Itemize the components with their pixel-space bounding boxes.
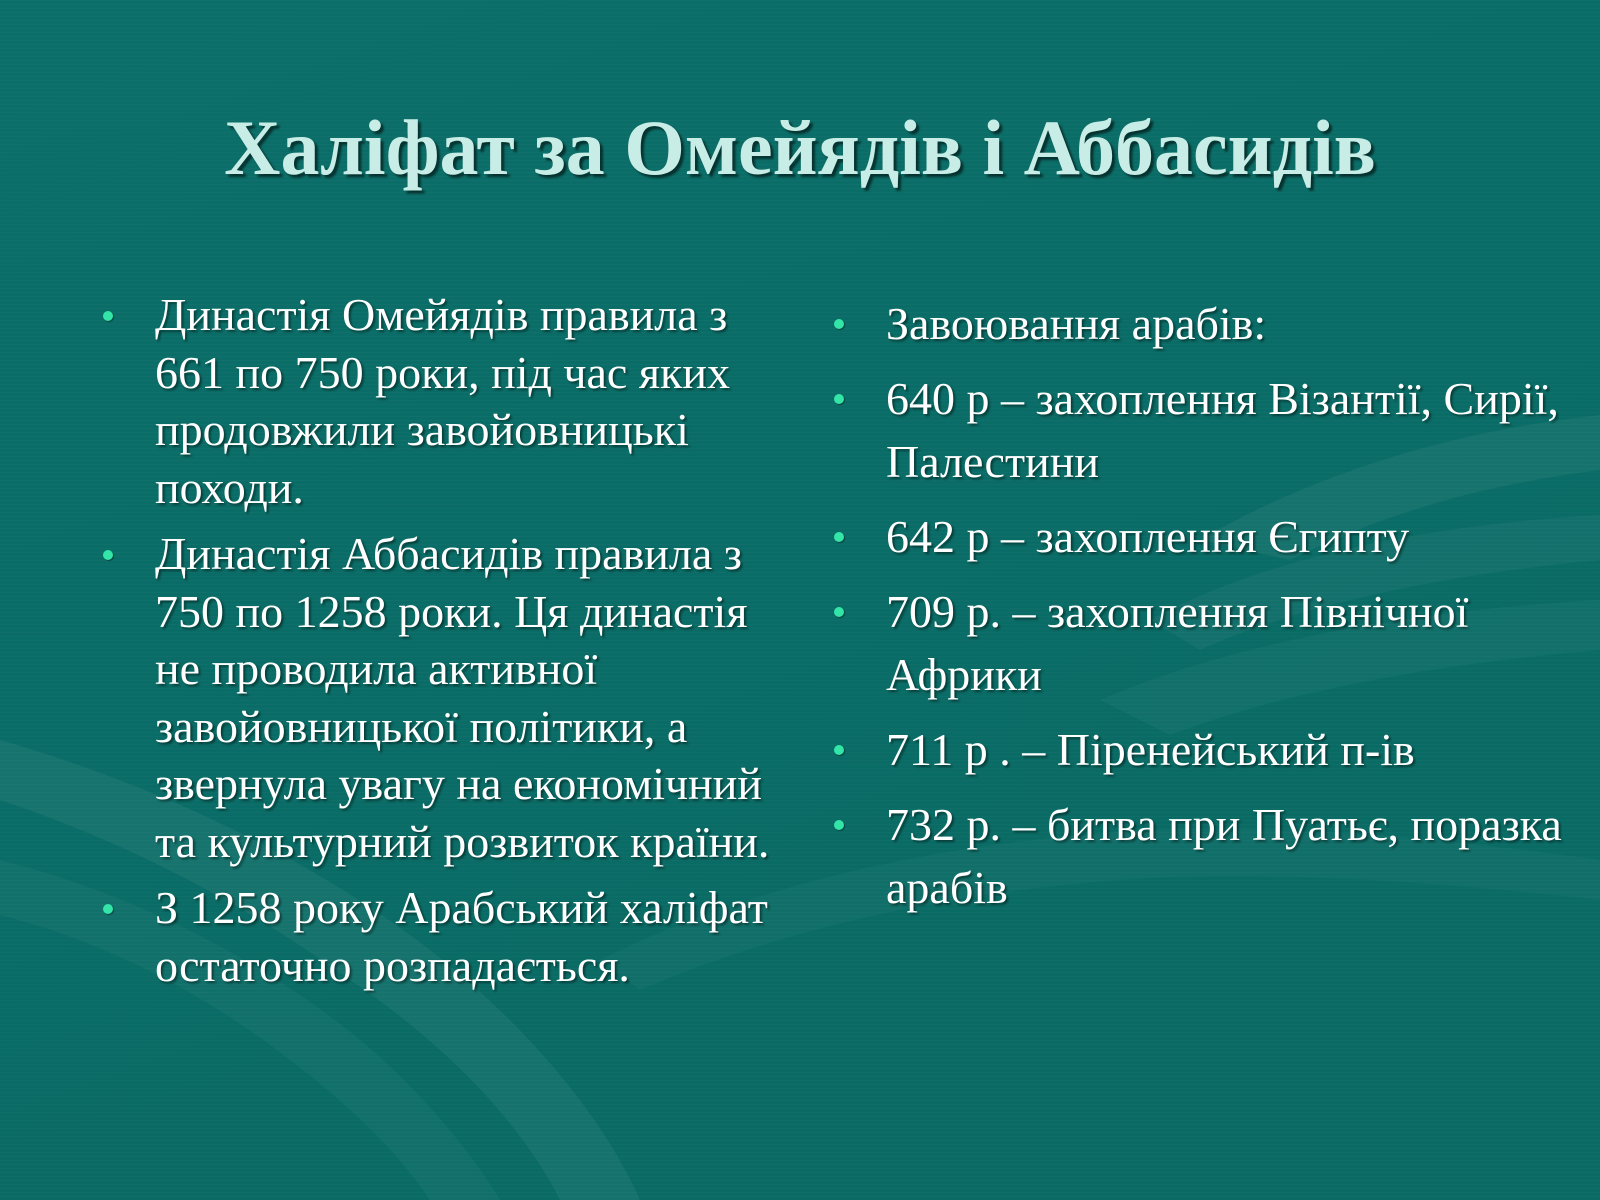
bullet-dot-icon	[103, 550, 113, 560]
bullet-dot-icon	[834, 319, 844, 329]
list-item-text: Династія Омейядів правила з 661 по 750 роки, під час яких продовжили завойовницькі походи.	[155, 289, 730, 513]
left-bullet-list	[95, 286, 795, 1003]
bullet-dot-icon	[103, 311, 113, 321]
list-item	[826, 580, 1586, 706]
list-item-text: 732 р. – битва при Пуатьє, поразка арабів	[886, 799, 1562, 913]
list-item	[826, 793, 1586, 919]
list-item-text: Династія Аббасидів правила з 750 по 1258 роки. Ця династія не проводила активної завойовницької політики, а звернула увагу на економічний та культурний розвиток країни.	[155, 528, 770, 867]
slide-title: Халіфат за Омейядів і Аббасидів	[224, 104, 1376, 191]
list-item	[826, 718, 1586, 781]
list-item	[826, 367, 1586, 493]
list-item-text: 711 р . – Піренейський п-ів	[886, 724, 1415, 775]
bullet-dot-icon	[834, 607, 844, 617]
list-item	[826, 292, 1586, 355]
bullet-dot-icon	[834, 820, 844, 830]
bullet-dot-icon	[834, 745, 844, 755]
bullet-dot-icon	[834, 532, 844, 542]
list-item-text: 642 р – захоплення Єгипту	[886, 511, 1410, 562]
bullet-dot-icon	[834, 394, 844, 404]
list-item-text: Завоювання арабів:	[886, 298, 1267, 349]
list-item	[95, 525, 795, 870]
list-item	[95, 879, 795, 994]
right-bullet-list	[826, 292, 1586, 931]
list-item-text: З 1258 року Арабський халіфат остаточно розпадається.	[155, 882, 768, 991]
list-item	[826, 505, 1586, 568]
bullet-dot-icon	[103, 904, 113, 914]
list-item-text: 709 р. – захоплення Північної Африки	[886, 586, 1469, 700]
list-item-text: 640 р – захоплення Візантії, Сирії, Палестини	[886, 373, 1559, 487]
list-item	[95, 286, 795, 516]
